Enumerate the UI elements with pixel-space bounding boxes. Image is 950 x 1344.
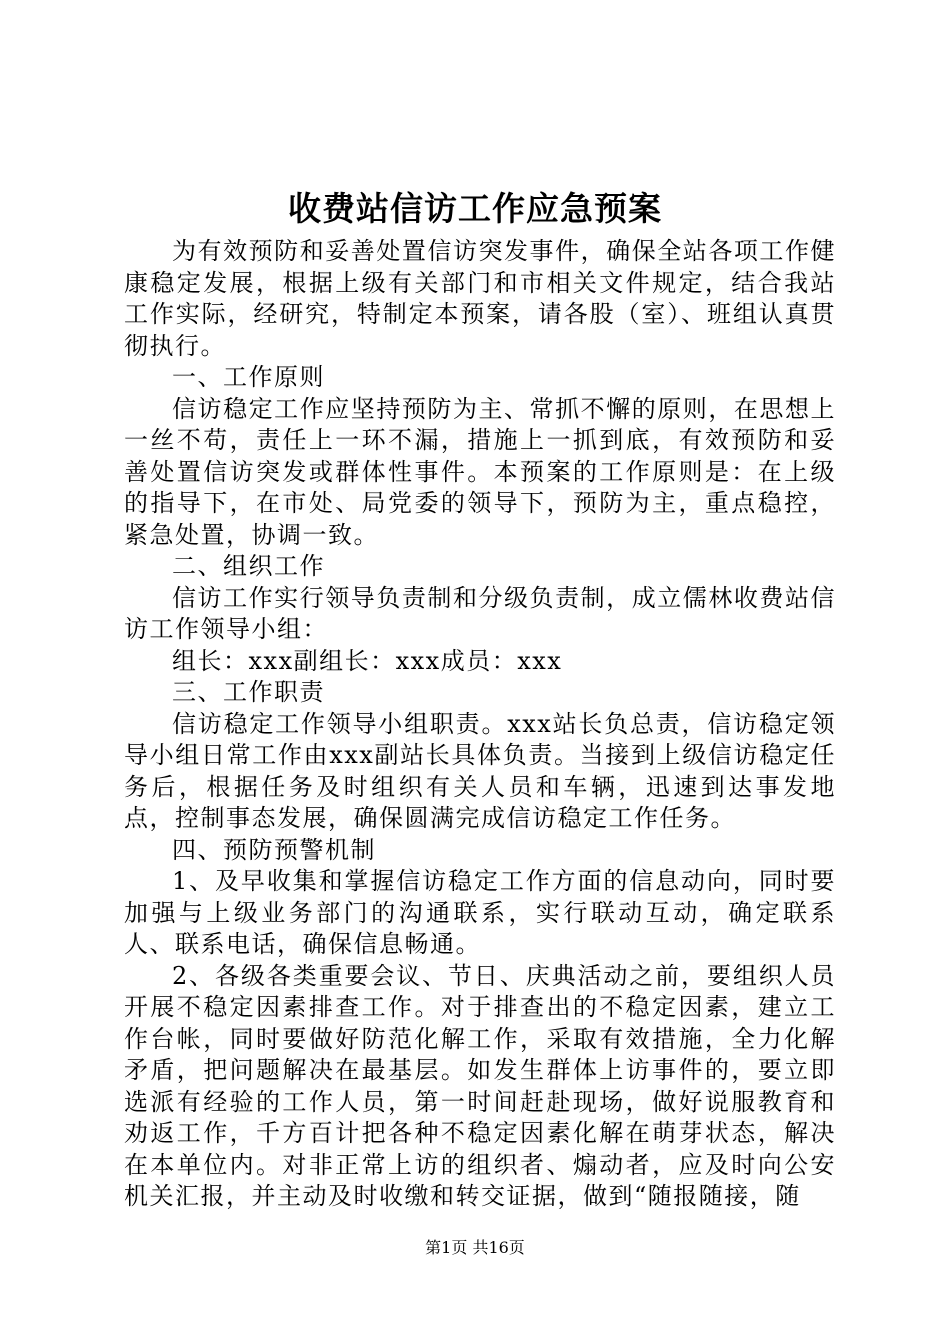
document-title: 收费站信访工作应急预案 — [288, 189, 662, 228]
paragraph-members: 组长：xxx副组长：xxx成员：xxx — [172, 646, 563, 675]
paragraph-responsibilities: 信访稳定工作领导小组职责。xxx站长负总责，信访稳定领导小组日常工作由xxx副站长具体负责。当接到上级信访稳定任务后，根据任务及时组织有关人员和车辆，迅速到达事发地点，控制事态发展，确保圆满完成信访稳定工作任务。 — [124, 709, 836, 832]
paragraph-prevention-1: 1、及早收集和掌握信访稳定工作方面的信息动向，同时要加强与上级业务部门的沟通联系，实行联动互动，确定联系人、联系电话，确保信息畅通。 — [124, 867, 836, 958]
heading-responsibilities: 三、工作职责 — [172, 678, 325, 706]
heading-prevention: 四、预防预警机制 — [172, 835, 376, 864]
heading-work-principles: 一、工作原则 — [172, 363, 325, 391]
paragraph-intro: 为有效预防和妥善处置信访突发事件，确保全站各项工作健康稳定发展，根据上级有关部门和市相关文件规定，结合我站工作实际，经研究，特制定本预案，请各股（室）、班组认真贯彻执行。 — [124, 237, 836, 360]
page-footer: 第1页 共16页 — [425, 1238, 525, 1257]
paragraph-prevention-2: 2、各级各类重要会议、节日、庆典活动之前，要组织人员开展不稳定因素排查工作。对于排查出的不稳定因素，建立工作台帐，同时要做好防范化解工作，采取有效措施，全力化解矛盾，把问题解决在最基层。如发生群体上访事件的，要立即选派有经验的工作人员，第一时间赶赴现场，做好说服教育和劝返工作，千方百计把各种不稳定因素化解在萌芽状态，解决在本单位内。对非正常上访的组织者、煽动者，应及时向公安机关汇报，并主动及时收缴和转交证据，做到“随报随接，随 — [124, 961, 836, 1210]
paragraph-organization: 信访工作实行领导负责制和分级负责制，成立儒林收费站信访工作领导小组： — [124, 583, 836, 643]
document-body — [124, 236, 836, 1213]
paragraph-principles: 信访稳定工作应坚持预防为主、常抓不懈的原则，在思想上一丝不苟，责任上一环不漏，措施上一抓到底，有效预防和妥善处置信访突发或群体性事件。本预案的工作原则是：在上级的指导下，在市处、局党委的领导下，预防为主，重点稳控，紧急处置，协调一致。 — [124, 394, 836, 549]
heading-organization: 二、组织工作 — [172, 552, 325, 580]
